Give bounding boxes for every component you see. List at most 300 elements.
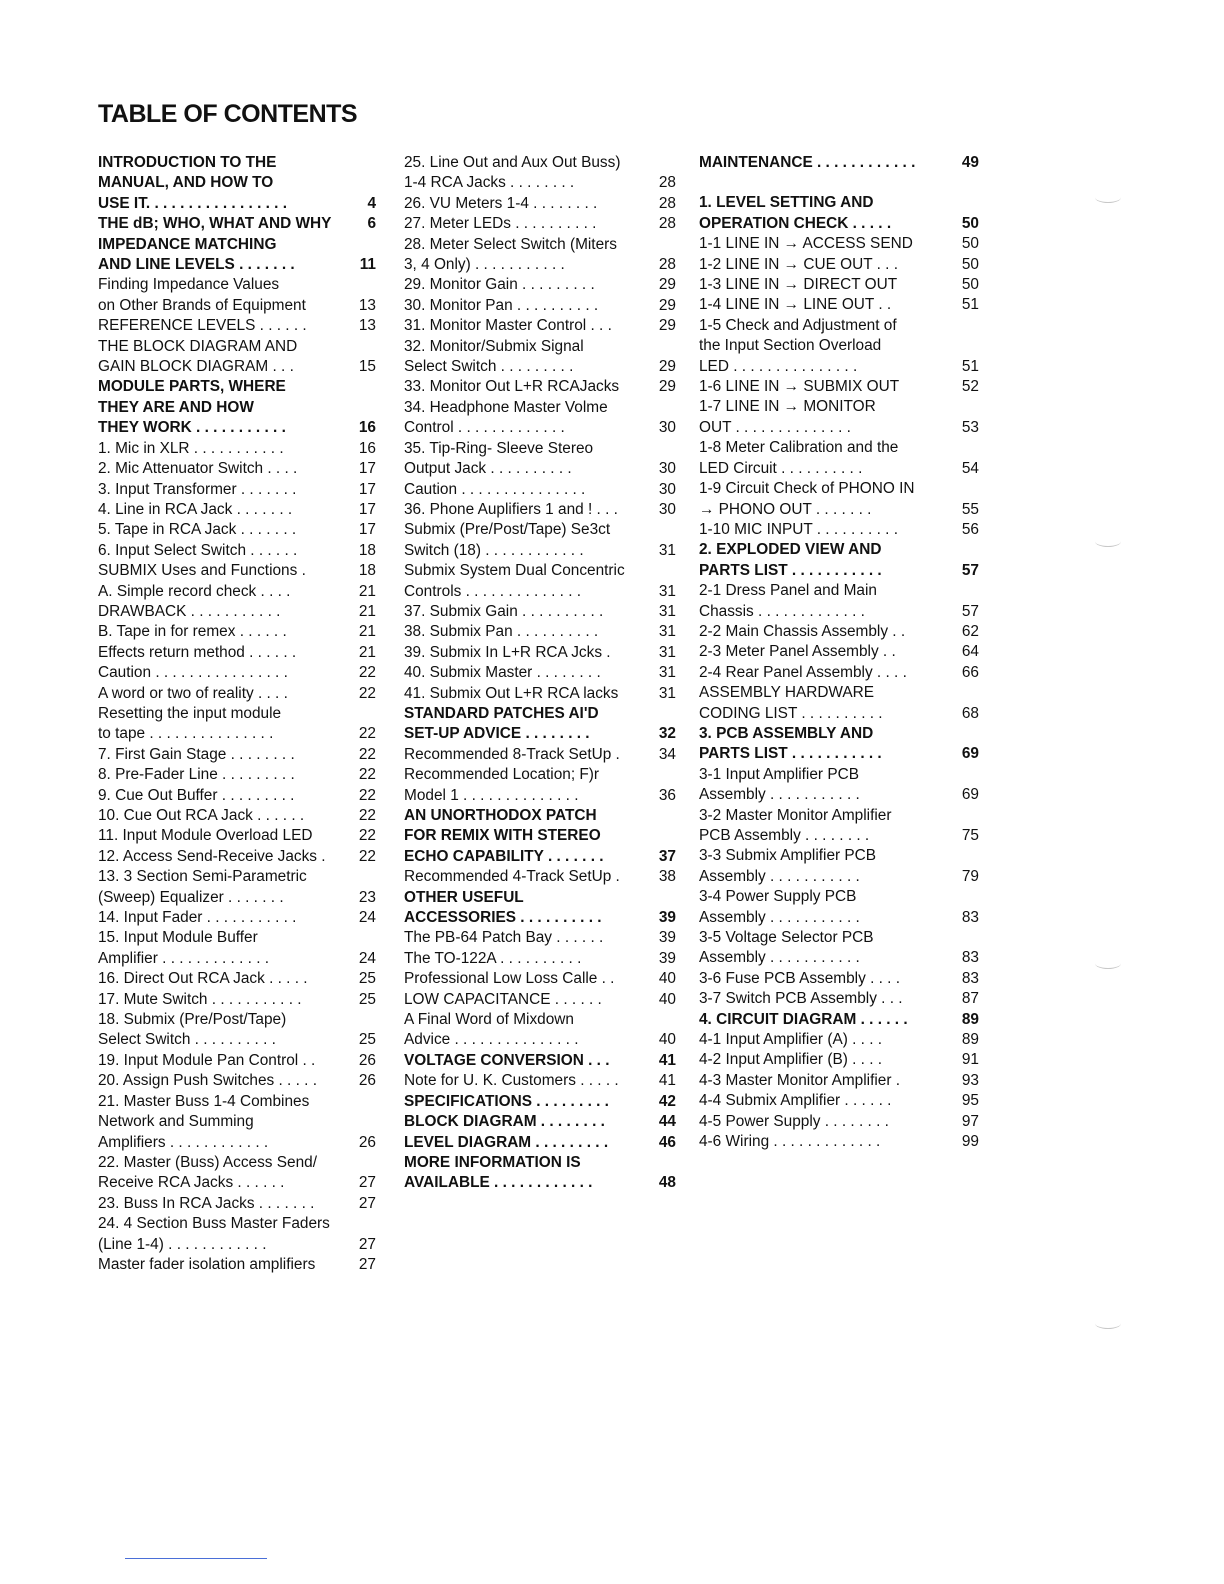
toc-entry-label: on Other Brands of Equipment (98, 296, 306, 314)
toc-entry-page: 29 (658, 358, 676, 376)
toc-entry-label: 4-3 Master Monitor Amplifier . (699, 1071, 900, 1089)
toc-entry-label: 3-5 Voltage Selector PCB Assembly . . . . . . . . . . . (699, 929, 874, 967)
toc-entry (98, 235, 376, 276)
toc-entry (404, 316, 676, 336)
toc-entry (404, 1153, 676, 1194)
toc-entry (98, 990, 376, 1010)
toc-entry (699, 1091, 979, 1111)
toc-entry-label: 1-10 MIC INPUT . . . . . . . . . . (699, 520, 898, 538)
toc-entry (98, 377, 376, 438)
toc-entry-page: 31 (658, 602, 676, 620)
toc-entry (699, 1132, 979, 1152)
toc-entry-page: 21 (358, 643, 376, 661)
toc-entry-page: 99 (961, 1133, 979, 1151)
toc-entry (699, 540, 979, 581)
toc-entry (699, 479, 979, 520)
toc-entry (98, 1153, 376, 1194)
toc-entry-page: 22 (358, 786, 376, 804)
toc-entry (404, 235, 676, 276)
toc-entry-label: 14. Input Fader . . . . . . . . . . . (98, 909, 297, 927)
toc-entry (404, 439, 676, 480)
toc-entry-page: 22 (358, 766, 376, 784)
toc-entry (404, 704, 676, 745)
toc-entry-label: 33. Monitor Out L+R RCAJacks (404, 378, 620, 396)
toc-entry-page: 31 (658, 623, 676, 641)
toc-entry (404, 1010, 676, 1051)
toc-entry-label: 2. Mic Attenuator Switch . . . . (98, 460, 298, 478)
toc-entry-label: 1-9 Circuit Check of PHONO IN → PHONO OUT . . . . . . . (699, 480, 915, 518)
toc-entry-page: 89 (961, 1031, 979, 1049)
toc-entry-page: 68 (961, 704, 979, 722)
toc-entry (98, 663, 376, 683)
toc-entry-label: Submix System Dual Concentric Controls . . . . . . . . . . . . . . (404, 562, 625, 600)
toc-entry-label: 26. VU Meters 1-4 . . . . . . . . (404, 194, 598, 212)
toc-entry-label: 36. Phone Auplifiers 1 and ! . . . (404, 500, 618, 518)
toc-entry-label: 3. PCB ASSEMBLY AND PARTS LIST . . . . . . . . . . . (699, 724, 882, 763)
toc-entry-page: 50 (961, 255, 979, 273)
toc-entry (699, 1071, 979, 1091)
toc-entry-page: 22 (358, 745, 376, 763)
toc-entry (699, 193, 979, 234)
toc-entry-page: 31 (658, 684, 676, 702)
toc-entry-page: 40 (658, 990, 676, 1008)
toc-entry-page: 28 (658, 194, 676, 212)
toc-entry-page: 52 (961, 378, 979, 396)
toc-entry (404, 969, 676, 989)
toc-entry-label: A word or two of reality . . . . (98, 684, 288, 702)
toc-entry-label: 1-7 LINE IN → MONITOR OUT . . . . . . . . . . . . . . (699, 398, 876, 436)
toc-entry (699, 234, 979, 254)
binder-hole-mark (1095, 1318, 1121, 1329)
toc-entry (98, 214, 376, 234)
toc-entry-page: 30 (658, 480, 676, 498)
toc-entry (98, 622, 376, 642)
toc-entry (699, 846, 979, 887)
toc-entry-label: 1-5 Check and Adjustment of the Input Section Overload LED . . . . . . . . . . . . . . . (699, 316, 897, 375)
toc-entry (404, 765, 676, 806)
toc-entry (699, 397, 979, 438)
toc-entry (98, 153, 376, 214)
binder-hole-mark (1095, 536, 1121, 547)
toc-entry-label: 16. Direct Out RCA Jack . . . . . (98, 970, 308, 988)
toc-entry-page: 95 (961, 1092, 979, 1110)
toc-entry-page: 17 (358, 480, 376, 498)
toc-entry-page: 83 (961, 949, 979, 967)
toc-entry-label: 39. Submix In L+R RCA Jcks . (404, 643, 611, 661)
toc-entry-label: 41. Submix Out L+R RCA lacks (404, 684, 619, 702)
toc-entry-label: 17. Mute Switch . . . . . . . . . . . (98, 990, 302, 1008)
toc-entry-label: 1-4 LINE IN → LINE OUT . . (699, 296, 892, 314)
toc-entry (699, 969, 979, 989)
toc-entry (98, 439, 376, 459)
toc-entry-page: 18 (358, 541, 376, 559)
toc-entry (699, 1050, 979, 1070)
toc-column-3 (699, 153, 979, 1153)
toc-entry-label: 1-6 LINE IN → SUBMIX OUT (699, 378, 900, 396)
toc-entry-page: 23 (358, 888, 376, 906)
toc-entry-label: 19. Input Module Pan Control . . (98, 1051, 316, 1069)
toc-entry (699, 928, 979, 969)
toc-entry-page: 28 (658, 215, 676, 233)
toc-entry-label: 27. Meter LEDs . . . . . . . . . . (404, 215, 597, 233)
toc-entry (699, 1030, 979, 1050)
toc-entry-page: 40 (658, 1031, 676, 1049)
toc-entry-label: 28. Meter Select Switch (Miters 3, 4 Only) . . . . . . . . . . . (404, 235, 617, 274)
toc-entry-page: 53 (961, 418, 979, 436)
toc-entry-label: THE BLOCK DIAGRAM AND GAIN BLOCK DIAGRAM . . . (98, 337, 298, 376)
toc-entry-label: 5. Tape in RCA Jack . . . . . . . (98, 521, 297, 539)
toc-entry-page: 26 (358, 1051, 376, 1069)
toc-entry-label: 2. EXPLODED VIEW AND PARTS LIST . . . . . . . . . . . (699, 541, 882, 579)
toc-entry (699, 887, 979, 928)
toc-entry (98, 867, 376, 908)
toc-entry-page: 54 (961, 459, 979, 477)
toc-entry-label: 12. Access Send-Receive Jacks . (98, 847, 326, 865)
toc-entry-label: 3-1 Input Amplifier PCB Assembly . . . . . . . . . . . (699, 765, 860, 804)
toc-entry (98, 745, 376, 765)
toc-entry-label: 3-6 Fuse PCB Assembly . . . . (699, 969, 901, 987)
toc-entry-page: 28 (658, 174, 676, 192)
toc-entry (98, 500, 376, 520)
toc-entry-label: 13. 3 Section Semi-Parametric (Sweep) Equalizer . . . . . . . (98, 868, 307, 906)
toc-entry-label: The TO-122A . . . . . . . . . . (404, 949, 582, 967)
toc-entry (98, 786, 376, 806)
toc-entry-label: BLOCK DIAGRAM . . . . . . . . (404, 1113, 605, 1131)
toc-entry-page: 46 (658, 1133, 676, 1151)
toc-entry-label: 2-1 Dress Panel and Main Chassis . . . . . . . . . . . . . (699, 582, 877, 620)
toc-entry-label: 20. Assign Push Switches . . . . . (98, 1072, 317, 1090)
toc-entry (404, 520, 676, 561)
toc-entry (98, 337, 376, 378)
toc-entry-page: 26 (358, 1072, 376, 1090)
toc-entry-label: 2-3 Meter Panel Assembly . . (699, 643, 896, 661)
toc-entry-page: 30 (658, 419, 676, 437)
toc-entry (98, 969, 376, 989)
toc-entry (98, 541, 376, 561)
toc-entry-label: Caution . . . . . . . . . . . . . . . (404, 480, 586, 498)
toc-entry (98, 724, 376, 744)
toc-entry-page: 41 (658, 1051, 676, 1069)
toc-entry-label: 11. Input Module Overload LED (98, 827, 313, 845)
toc-entry-page: 13 (358, 296, 376, 314)
toc-entry-page: 38 (658, 868, 676, 886)
toc-entry-page: 17 (358, 500, 376, 518)
toc-entry-page: 25 (358, 990, 376, 1008)
toc-entry-label: 37. Submix Gain . . . . . . . . . . (404, 602, 604, 620)
toc-entry-page: 93 (961, 1071, 979, 1089)
toc-entry-page: 32 (658, 725, 676, 743)
toc-entry (404, 337, 676, 378)
toc-entry-label: 40. Submix Master . . . . . . . . (404, 664, 601, 682)
toc-entry (98, 275, 376, 295)
toc-entry-label: 24. 4 Section Buss Master Faders (Line 1-4) . . . . . . . . . . . . (98, 1215, 330, 1253)
toc-entry (699, 989, 979, 1009)
toc-entry-label: AN UNORTHODOX PATCH FOR REMIX WITH STEREO ECHO CAPABILITY . . . . . . . (404, 807, 604, 865)
toc-entry-label: 4-5 Power Supply . . . . . . . . (699, 1112, 889, 1130)
toc-entry-page: 17 (358, 521, 376, 539)
toc-entry (699, 377, 979, 397)
toc-entry (699, 520, 979, 540)
toc-entry (98, 847, 376, 867)
toc-entry (404, 622, 676, 642)
toc-entry-label: 22. Master (Buss) Access Send/ Receive RCA Jacks . . . . . . (98, 1153, 317, 1192)
toc-entry-label: Recommended 4-Track SetUp . (404, 868, 620, 886)
toc-entry-page: 34 (658, 745, 676, 763)
toc-entry (98, 826, 376, 846)
toc-entry (98, 582, 376, 602)
toc-entry-label: 2-4 Rear Panel Assembly . . . . (699, 663, 907, 681)
toc-entry (699, 642, 979, 662)
toc-entry-label: The PB-64 Patch Bay . . . . . . (404, 929, 604, 947)
toc-entry (98, 684, 376, 704)
toc-entry-page: 28 (658, 256, 676, 274)
toc-entry (404, 888, 676, 929)
toc-entry-page: 64 (961, 643, 979, 661)
toc-entry (98, 1071, 376, 1091)
toc-entry (404, 214, 676, 234)
toc-entry-label: 4. CIRCUIT DIAGRAM . . . . . . (699, 1010, 908, 1028)
toc-entry-page: 24 (358, 909, 376, 927)
toc-entry-label: Submix (Pre/Post/Tape) Se3ct Switch (18) . . . . . . . . . . . . (404, 521, 611, 559)
toc-entry-label: LOW CAPACITANCE . . . . . . (404, 990, 602, 1008)
toc-entry-page: 62 (961, 622, 979, 640)
toc-entry-label: DRAWBACK . . . . . . . . . . . (98, 602, 281, 620)
toc-entry-page: 29 (658, 276, 676, 294)
toc-entry-page: 48 (658, 1174, 676, 1192)
toc-entry-page: 50 (961, 276, 979, 294)
toc-entry (98, 1255, 376, 1275)
toc-entry (699, 765, 979, 806)
toc-entry (404, 1071, 676, 1091)
toc-entry-page: 30 (658, 460, 676, 478)
toc-column-1 (98, 153, 376, 1275)
toc-entry-page: 18 (358, 562, 376, 580)
toc-entry-page: 16 (358, 419, 376, 437)
toc-entry-page: 56 (961, 520, 979, 538)
toc-entry-page: 69 (961, 786, 979, 804)
toc-entry-page: 79 (961, 867, 979, 885)
toc-entry-page: 11 (359, 256, 376, 274)
toc-entry-label: 1. Mic in XLR . . . . . . . . . . . (98, 439, 284, 457)
toc-entry-label: 3-3 Submix Amplifier PCB Assembly . . . . . . . . . . . (699, 847, 877, 885)
toc-entry (699, 683, 979, 724)
toc-entry-page: 21 (358, 623, 376, 641)
toc-entry-label: REFERENCE LEVELS . . . . . . (98, 317, 307, 335)
toc-entry (404, 990, 676, 1010)
toc-entry (98, 1194, 376, 1214)
toc-entry (699, 316, 979, 377)
toc-entry (404, 745, 676, 765)
toc-entry-page: 22 (358, 725, 376, 743)
toc-entry-label: MORE INFORMATION IS AVAILABLE . . . . . . . . . . . . (404, 1153, 593, 1192)
toc-entry-label: 25. Line Out and Aux Out Buss) 1-4 RCA Jacks . . . . . . . . (404, 154, 621, 192)
toc-entry-label: Recommended Location; F)r Model 1 . . . . . . . . . . . . . . (404, 766, 600, 804)
toc-entry-label: Finding Impedance Values (98, 276, 280, 294)
toc-entry-label: Effects return method . . . . . . (98, 643, 297, 661)
toc-entry-label: 8. Pre-Fader Line . . . . . . . . . (98, 766, 295, 784)
toc-entry-label: STANDARD PATCHES AI'D SET-UP ADVICE . . . . . . . . (404, 704, 599, 743)
toc-entry-label: 21. Master Buss 1-4 Combines Network and Summing Amplifiers . . . . . . . . . . . . (98, 1092, 310, 1151)
toc-entry-page: 31 (658, 643, 676, 661)
toc-entry (404, 561, 676, 602)
toc-entry (404, 867, 676, 887)
toc-entry-page: 42 (658, 1092, 676, 1110)
toc-entry-label: SUBMIX Uses and Functions . (98, 562, 306, 580)
toc-entry (98, 602, 376, 622)
toc-entry-page: 27 (358, 1255, 376, 1273)
toc-entry (404, 1092, 676, 1112)
toc-entry (98, 316, 376, 336)
toc-entry-page: 50 (961, 235, 979, 253)
toc-entry (699, 622, 979, 642)
toc-entry (404, 480, 676, 500)
toc-entry-label: LEVEL DIAGRAM . . . . . . . . . (404, 1133, 609, 1151)
toc-entry-label: 1-3 LINE IN → DIRECT OUT (699, 276, 898, 294)
toc-entry-label: B. Tape in for remex . . . . . . (98, 623, 287, 641)
toc-entry (404, 1133, 676, 1153)
toc-entry-label: 4-1 Input Amplifier (A) . . . . (699, 1031, 883, 1049)
toc-entry-label: MODULE PARTS, WHERE THEY ARE AND HOW THEY WORK . . . . . . . . . . . (98, 378, 286, 437)
toc-entry-label: VOLTAGE CONVERSION . . . (404, 1051, 610, 1069)
toc-entry (98, 908, 376, 928)
toc-entry-label: 2-2 Main Chassis Assembly . . (699, 622, 906, 640)
toc-entry-page: 22 (358, 847, 376, 865)
toc-entry-label: Caution . . . . . . . . . . . . . . . . (98, 664, 288, 682)
toc-entry-page: 6 (367, 215, 376, 233)
toc-entry-page: 55 (961, 500, 979, 518)
toc-entry-page: 51 (961, 296, 979, 314)
binder-hole-mark (1095, 192, 1121, 203)
toc-entry-page: 83 (961, 969, 979, 987)
toc-entry-page: 44 (658, 1113, 676, 1131)
toc-entry-label: INTRODUCTION TO THE MANUAL, AND HOW TO USE IT. . . . . . . . . . . . . . . . . (98, 154, 288, 212)
toc-entry-page: 51 (961, 357, 979, 375)
toc-entry-label: 30. Monitor Pan . . . . . . . . . . (404, 296, 599, 314)
toc-entry-label: 3. Input Transformer . . . . . . . (98, 480, 297, 498)
toc-entry (699, 1010, 979, 1030)
toc-entry (699, 806, 979, 847)
toc-entry-label: MAINTENANCE . . . . . . . . . . . . (699, 154, 916, 171)
toc-entry-label: 1-2 LINE IN → CUE OUT . . . (699, 255, 898, 273)
toc-entry-label: 31. Monitor Master Control . . . (404, 317, 612, 335)
toc-entry-label: 1-8 Meter Calibration and the LED Circuit . . . . . . . . . . (699, 439, 899, 477)
toc-entry-label: Master fader isolation amplifiers (98, 1255, 316, 1273)
toc-entry-label: 4-4 Submix Amplifier . . . . . . (699, 1092, 892, 1110)
toc-entry (699, 438, 979, 479)
toc-entry-label: 7. First Gain Stage . . . . . . . . (98, 745, 295, 763)
toc-entry-page: 69 (961, 745, 979, 763)
toc-entry-label: 15. Input Module Buffer Amplifier . . . . . . . . . . . . . (98, 929, 270, 967)
toc-entry (98, 1010, 376, 1051)
toc-entry-label: ASSEMBLY HARDWARE CODING LIST . . . . . . . . . . (699, 684, 883, 722)
toc-entry-label: A. Simple record check . . . . (98, 582, 291, 600)
toc-entry-page: 39 (658, 909, 676, 927)
toc-entry-page: 87 (961, 990, 979, 1008)
toc-entry (98, 765, 376, 785)
toc-entry-label: 4-2 Input Amplifier (B) . . . . (699, 1051, 883, 1069)
toc-entry-page: 57 (961, 602, 979, 620)
toc-entry-label: Professional Low Loss Calle . . (404, 970, 615, 988)
toc-entry (404, 1112, 676, 1132)
toc-entry (98, 296, 376, 316)
toc-entry (404, 377, 676, 397)
toc-entry (699, 275, 979, 295)
toc-entry (404, 643, 676, 663)
toc-entry-label: Recommended 8-Track SetUp . (404, 745, 620, 763)
toc-entry-page: 31 (658, 582, 676, 600)
toc-entry (699, 581, 979, 622)
toc-entry (404, 806, 676, 867)
toc-entry-page: 31 (658, 541, 676, 559)
toc-entry-page: 25 (358, 970, 376, 988)
toc-entry (98, 520, 376, 540)
toc-entry-label: 1-1 LINE IN → ACCESS SEND (699, 235, 913, 253)
toc-entry-page: 36 (658, 786, 676, 804)
toc-entry (699, 153, 979, 173)
toc-entry-page: 40 (658, 970, 676, 988)
toc-entry-label: to tape . . . . . . . . . . . . . . . (98, 725, 274, 743)
toc-entry (98, 704, 376, 724)
toc-entry (98, 1214, 376, 1255)
toc-entry (699, 1112, 979, 1132)
toc-entry-label: 3-4 Power Supply PCB Assembly . . . . . . . . . . . (699, 888, 860, 926)
toc-column-2 (404, 153, 676, 1194)
toc-entry (404, 684, 676, 704)
toc-entry (699, 724, 979, 765)
toc-entry-page: 41 (658, 1072, 676, 1090)
toc-entry (404, 153, 676, 194)
toc-entry-page: 24 (358, 949, 376, 967)
toc-entry-page: 50 (961, 214, 979, 232)
toc-entry (404, 296, 676, 316)
toc-entry-page: 27 (358, 1194, 376, 1212)
toc-entry-page: 27 (358, 1174, 376, 1192)
toc-entry (98, 480, 376, 500)
toc-entry-label: 4-6 Wiring . . . . . . . . . . . . . (699, 1133, 881, 1151)
toc-entry (98, 561, 376, 581)
page-title: TABLE OF CONTENTS (98, 100, 358, 128)
toc-entry-label: 9. Cue Out Buffer . . . . . . . . . (98, 786, 295, 804)
toc-entry-label: 18. Submix (Pre/Post/Tape) Select Switch . . . . . . . . . . (98, 1011, 287, 1049)
toc-entry-page: 22 (358, 827, 376, 845)
toc-entry (404, 663, 676, 683)
toc-entry (98, 459, 376, 479)
footer-rule (125, 1558, 267, 1559)
toc-entry-label: 23. Buss In RCA Jacks . . . . . . . (98, 1194, 315, 1212)
toc-entry-page: 21 (358, 602, 376, 620)
toc-entry-page: 75 (961, 827, 979, 844)
toc-entry (404, 928, 676, 948)
toc-entry-page: 21 (358, 582, 376, 600)
toc-entry (699, 663, 979, 683)
toc-entry-label: THE dB; WHO, WHAT AND WHY (98, 215, 332, 233)
toc-entry-page: 97 (961, 1112, 979, 1130)
toc-entry-page: 89 (961, 1010, 979, 1028)
toc-entry-label: 29. Monitor Gain . . . . . . . . . (404, 276, 595, 294)
toc-entry (404, 500, 676, 520)
toc-entry-page: 13 (358, 317, 376, 335)
toc-entry-label: OTHER USEFUL ACCESSORIES . . . . . . . . . . (404, 888, 602, 927)
toc-entry-page: 15 (358, 358, 376, 376)
toc-entry-label: 1. LEVEL SETTING AND OPERATION CHECK . . . . . (699, 194, 892, 232)
toc-entry-label: 35. Tip-Ring- Sleeve Stereo Output Jack . . . . . . . . . . (404, 439, 594, 478)
toc-entry-page: 66 (961, 663, 979, 681)
toc-entry-page: 29 (658, 378, 676, 396)
toc-entry-page: 91 (961, 1051, 979, 1069)
toc-entry-page: 83 (961, 908, 979, 926)
toc-entry (404, 398, 676, 439)
toc-entry-page: 29 (658, 296, 676, 314)
